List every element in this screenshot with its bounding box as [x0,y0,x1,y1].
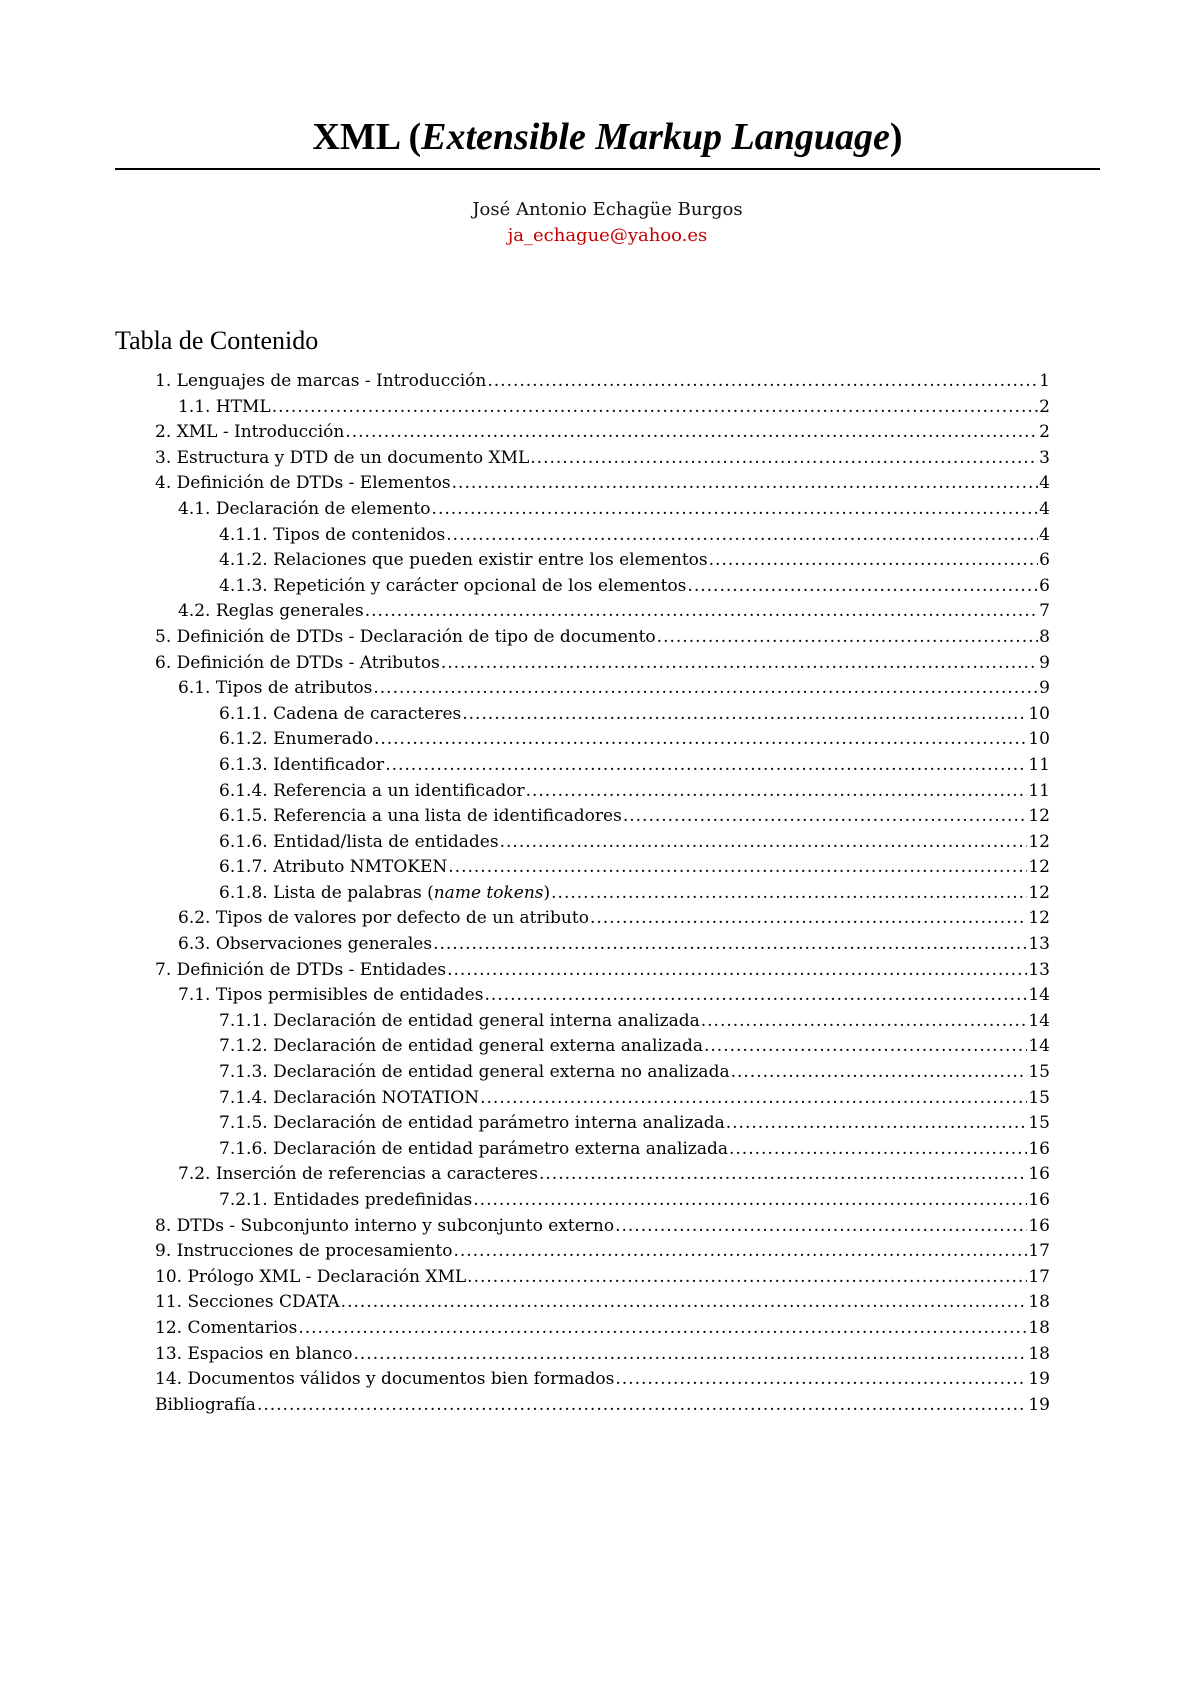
toc-entry-label: 4.1. Declaración de elemento [178,498,431,519]
table-of-contents [155,369,1050,1418]
toc-dot-leader [615,1214,1027,1240]
toc-entry[interactable] [155,702,1050,728]
toc-entry-page: 12 [1028,908,1050,929]
toc-dot-leader [726,1111,1028,1137]
toc-heading: Tabla de Contenido [115,326,319,355]
toc-entry-page: 4 [1039,473,1050,494]
toc-entry[interactable] [155,727,1050,753]
toc-entry-page: 3 [1039,447,1050,468]
toc-entry-label: 6.1.7. Atributo NMTOKEN [219,857,448,878]
toc-entry-page: 4 [1039,498,1050,519]
toc-dot-leader [615,1367,1027,1393]
toc-entry-page: 16 [1028,1215,1050,1236]
toc-entry-page: 14 [1028,1036,1050,1057]
toc-dot-leader [341,1290,1028,1316]
toc-entry-label: 7.2. Inserción de referencias a caracteres [178,1164,538,1185]
toc-entry[interactable] [155,369,1050,395]
toc-entry-label: 3. Estructura y DTD de un documento XML [155,447,530,468]
toc-entry-label: 6.1.3. Identificador [219,754,385,775]
toc-entry-label: Bibliografía [155,1394,256,1415]
toc-entry-label: 14. Documentos válidos y documentos bien formados [155,1369,615,1390]
toc-entry[interactable] [155,958,1050,984]
toc-entry[interactable] [155,906,1050,932]
toc-entry[interactable] [155,1265,1050,1291]
toc-dot-leader [272,395,1038,421]
toc-entry-label: 4.1.3. Repetición y carácter opcional de los elementos [219,575,687,596]
toc-entry[interactable] [155,1342,1050,1368]
toc-dot-leader [551,881,1027,907]
toc-entry[interactable] [155,1367,1050,1393]
toc-dot-leader [473,1188,1027,1214]
toc-dot-leader [385,753,1027,779]
toc-entry[interactable] [155,497,1050,523]
toc-dot-leader [298,1316,1027,1342]
toc-dot-leader [487,369,1038,395]
toc-entry-label: 6.1.5. Referencia a una lista de identificadores [219,806,622,827]
toc-entry-label: 7.1.5. Declaración de entidad parámetro interna analizada [219,1113,725,1134]
toc-dot-leader [704,1034,1027,1060]
toc-entry-page: 18 [1028,1317,1050,1338]
toc-entry-label: 2. XML - Introducción [155,422,345,443]
title-close: ) [889,116,903,158]
toc-dot-leader [484,983,1027,1009]
toc-entry-page: 4 [1039,524,1050,545]
toc-entry[interactable] [155,855,1050,881]
toc-dot-leader [530,446,1038,472]
toc-entry-label: 6.1.4. Referencia a un identificador [219,780,525,801]
toc-dot-leader [345,420,1038,446]
toc-dot-leader [709,548,1039,574]
toc-entry-page: 12 [1028,831,1050,852]
toc-entry-page: 2 [1039,422,1050,443]
toc-entry-label: 5. Definición de DTDs - Declaración de tipo de documento [155,626,656,647]
toc-entry[interactable] [155,676,1050,702]
toc-entry-label: 7. Definición de DTDs - Entidades [155,959,447,980]
toc-entry-label: 6.3. Observaciones generales [178,934,433,955]
toc-entry-label: 10. Prólogo XML - Declaración XML [155,1266,467,1287]
toc-entry[interactable] [155,420,1050,446]
toc-entry[interactable] [155,1111,1050,1137]
toc-entry[interactable] [155,1393,1050,1419]
toc-dot-leader [433,932,1027,958]
toc-entry[interactable] [155,983,1050,1009]
toc-dot-leader [480,1086,1027,1112]
toc-entry-label: 4.1.1. Tipos de contenidos [219,524,446,545]
toc-entry-page: 9 [1039,678,1050,699]
toc-entry-page: 10 [1028,729,1050,750]
toc-entry[interactable] [155,1137,1050,1163]
toc-entry-label: 6.1.6. Entidad/lista de entidades [219,831,499,852]
toc-entry-label: 4.1.2. Relaciones que pueden existir entre los elementos [219,550,708,571]
toc-entry-page: 19 [1028,1394,1050,1415]
toc-entry-label: 6.1.2. Enumerado [219,729,373,750]
toc-entry-label: 7.1.4. Declaración NOTATION [219,1087,480,1108]
toc-entry-page: 16 [1028,1190,1050,1210]
toc-entry-page: 11 [1028,754,1050,775]
toc-entry-page: 12 [1028,806,1050,827]
toc-entry-label: 7.1.6. Declaración de entidad parámetro externa analizada [219,1138,728,1159]
toc-entry-label: 11. Secciones CDATA [155,1292,340,1313]
toc-entry[interactable] [155,1290,1050,1316]
toc-entry-label: 4.2. Reglas generales [178,601,364,622]
author-email-link[interactable]: ja_echague@yahoo.es [507,225,708,246]
toc-entry-page: 9 [1039,652,1050,673]
toc-dot-leader [257,1393,1027,1419]
toc-dot-leader [590,906,1027,932]
toc-dot-leader [446,523,1038,549]
toc-entry-page: 12 [1028,882,1050,903]
toc-dot-leader [731,1060,1028,1086]
toc-entry[interactable] [155,1009,1050,1035]
toc-entry-page: 16 [1028,1164,1050,1185]
toc-entry[interactable] [155,1034,1050,1060]
toc-dot-leader [462,702,1027,728]
toc-dot-leader [701,1009,1028,1035]
toc-entry[interactable] [155,446,1050,472]
toc-entry[interactable] [155,1214,1050,1240]
toc-entry-page: 17 [1028,1266,1050,1287]
toc-dot-leader [729,1137,1027,1163]
toc-entry-page: 11 [1028,780,1050,801]
toc-entry-page: 2 [1039,396,1050,417]
toc-entry-label: 1. Lenguajes de marcas - Introducción [155,371,487,391]
toc-entry-page: 15 [1028,1113,1050,1134]
toc-entry-page: 1 [1039,371,1050,391]
toc-entry-label: 4. Definición de DTDs - Elementos [155,473,451,494]
toc-entry-label: 6.2. Tipos de valores por defecto de un atributo [178,908,589,929]
toc-entry-label: 7.1.3. Declaración de entidad general externa no analizada [219,1062,730,1083]
toc-entry-page: 6 [1039,575,1050,596]
toc-entry-page: 12 [1028,857,1050,878]
toc-dot-leader [500,830,1028,856]
toc-entry-page: 10 [1028,703,1050,724]
document-title [115,112,1100,162]
toc-entry-page: 15 [1028,1087,1050,1108]
toc-entry-label: 6.1.8. Lista de palabras (name tokens) [219,882,551,903]
toc-dot-leader [467,1265,1027,1291]
author-name: José Antonio Echagüe Burgos [472,199,743,220]
toc-entry[interactable] [155,1316,1050,1342]
toc-dot-leader [432,497,1039,523]
title-main: XML ( [312,116,422,158]
toc-dot-leader [447,958,1027,984]
toc-entry-label: 6.1.1. Cadena de caracteres [219,703,462,724]
toc-entry-page: 7 [1039,601,1050,622]
toc-entry[interactable] [155,599,1050,625]
toc-entry[interactable] [155,651,1050,677]
toc-entry-page: 6 [1039,550,1050,571]
toc-entry[interactable] [155,881,1050,907]
toc-entry[interactable] [155,548,1050,574]
toc-entry[interactable] [155,1239,1050,1265]
toc-dot-leader [441,651,1038,677]
title-italic: Extensible Markup Language [421,116,890,158]
toc-entry[interactable] [155,1188,1050,1214]
toc-entry[interactable] [155,1086,1050,1112]
toc-entry-page: 17 [1028,1241,1050,1262]
toc-entry[interactable] [155,395,1050,421]
toc-entry-page: 13 [1028,959,1050,980]
toc-entry-page: 14 [1028,985,1050,1006]
toc-entry-page: 18 [1028,1292,1050,1313]
toc-entry-page: 13 [1028,934,1050,955]
toc-entry-page: 14 [1028,1010,1050,1031]
toc-entry-label: 12. Comentarios [155,1317,298,1338]
toc-dot-leader [526,779,1028,805]
toc-entry-label: 6. Definición de DTDs - Atributos [155,652,440,673]
toc-entry[interactable] [155,830,1050,856]
toc-entry[interactable] [155,804,1050,830]
toc-entry-label: 7.1.2. Declaración de entidad general externa analizada [219,1036,703,1057]
toc-entry-page: 15 [1028,1062,1050,1083]
toc-dot-leader [623,804,1028,830]
toc-dot-leader [657,625,1039,651]
toc-dot-leader [374,727,1027,753]
toc-dot-leader [365,599,1038,625]
title-rule [115,168,1100,170]
toc-dot-leader [353,1342,1027,1368]
toc-entry[interactable] [155,523,1050,549]
toc-entry[interactable] [155,1060,1050,1086]
toc-entry-label: 7.2.1. Entidades predefinidas [219,1190,473,1210]
toc-dot-leader [539,1162,1027,1188]
toc-dot-leader [452,471,1039,497]
toc-entry[interactable] [155,625,1050,651]
toc-entry[interactable] [155,779,1050,805]
toc-entry-page: 16 [1028,1138,1050,1159]
toc-entry-label: 6.1. Tipos de atributos [178,678,373,699]
toc-entry-label: 7.1. Tipos permisibles de entidades [178,985,484,1006]
toc-entry-label: 9. Instrucciones de procesamiento [155,1241,453,1262]
toc-entry-label: 1.1. HTML [178,396,271,417]
toc-entry[interactable] [155,1162,1050,1188]
toc-entry-page: 8 [1039,626,1050,647]
toc-entry[interactable] [155,753,1050,779]
toc-entry-label: 8. DTDs - Subconjunto interno y subconjunto externo [155,1215,615,1236]
toc-entry[interactable] [155,471,1050,497]
toc-dot-leader [373,676,1038,702]
toc-dot-leader [448,855,1027,881]
toc-entry-label: 13. Espacios en blanco [155,1343,353,1364]
toc-entry-page: 19 [1028,1369,1050,1390]
toc-dot-leader [687,574,1038,600]
toc-dot-leader [453,1239,1027,1265]
toc-entry[interactable] [155,932,1050,958]
toc-entry[interactable] [155,574,1050,600]
toc-entry-label: 7.1.1. Declaración de entidad general interna analizada [219,1010,700,1031]
toc-entry-page: 18 [1028,1343,1050,1364]
